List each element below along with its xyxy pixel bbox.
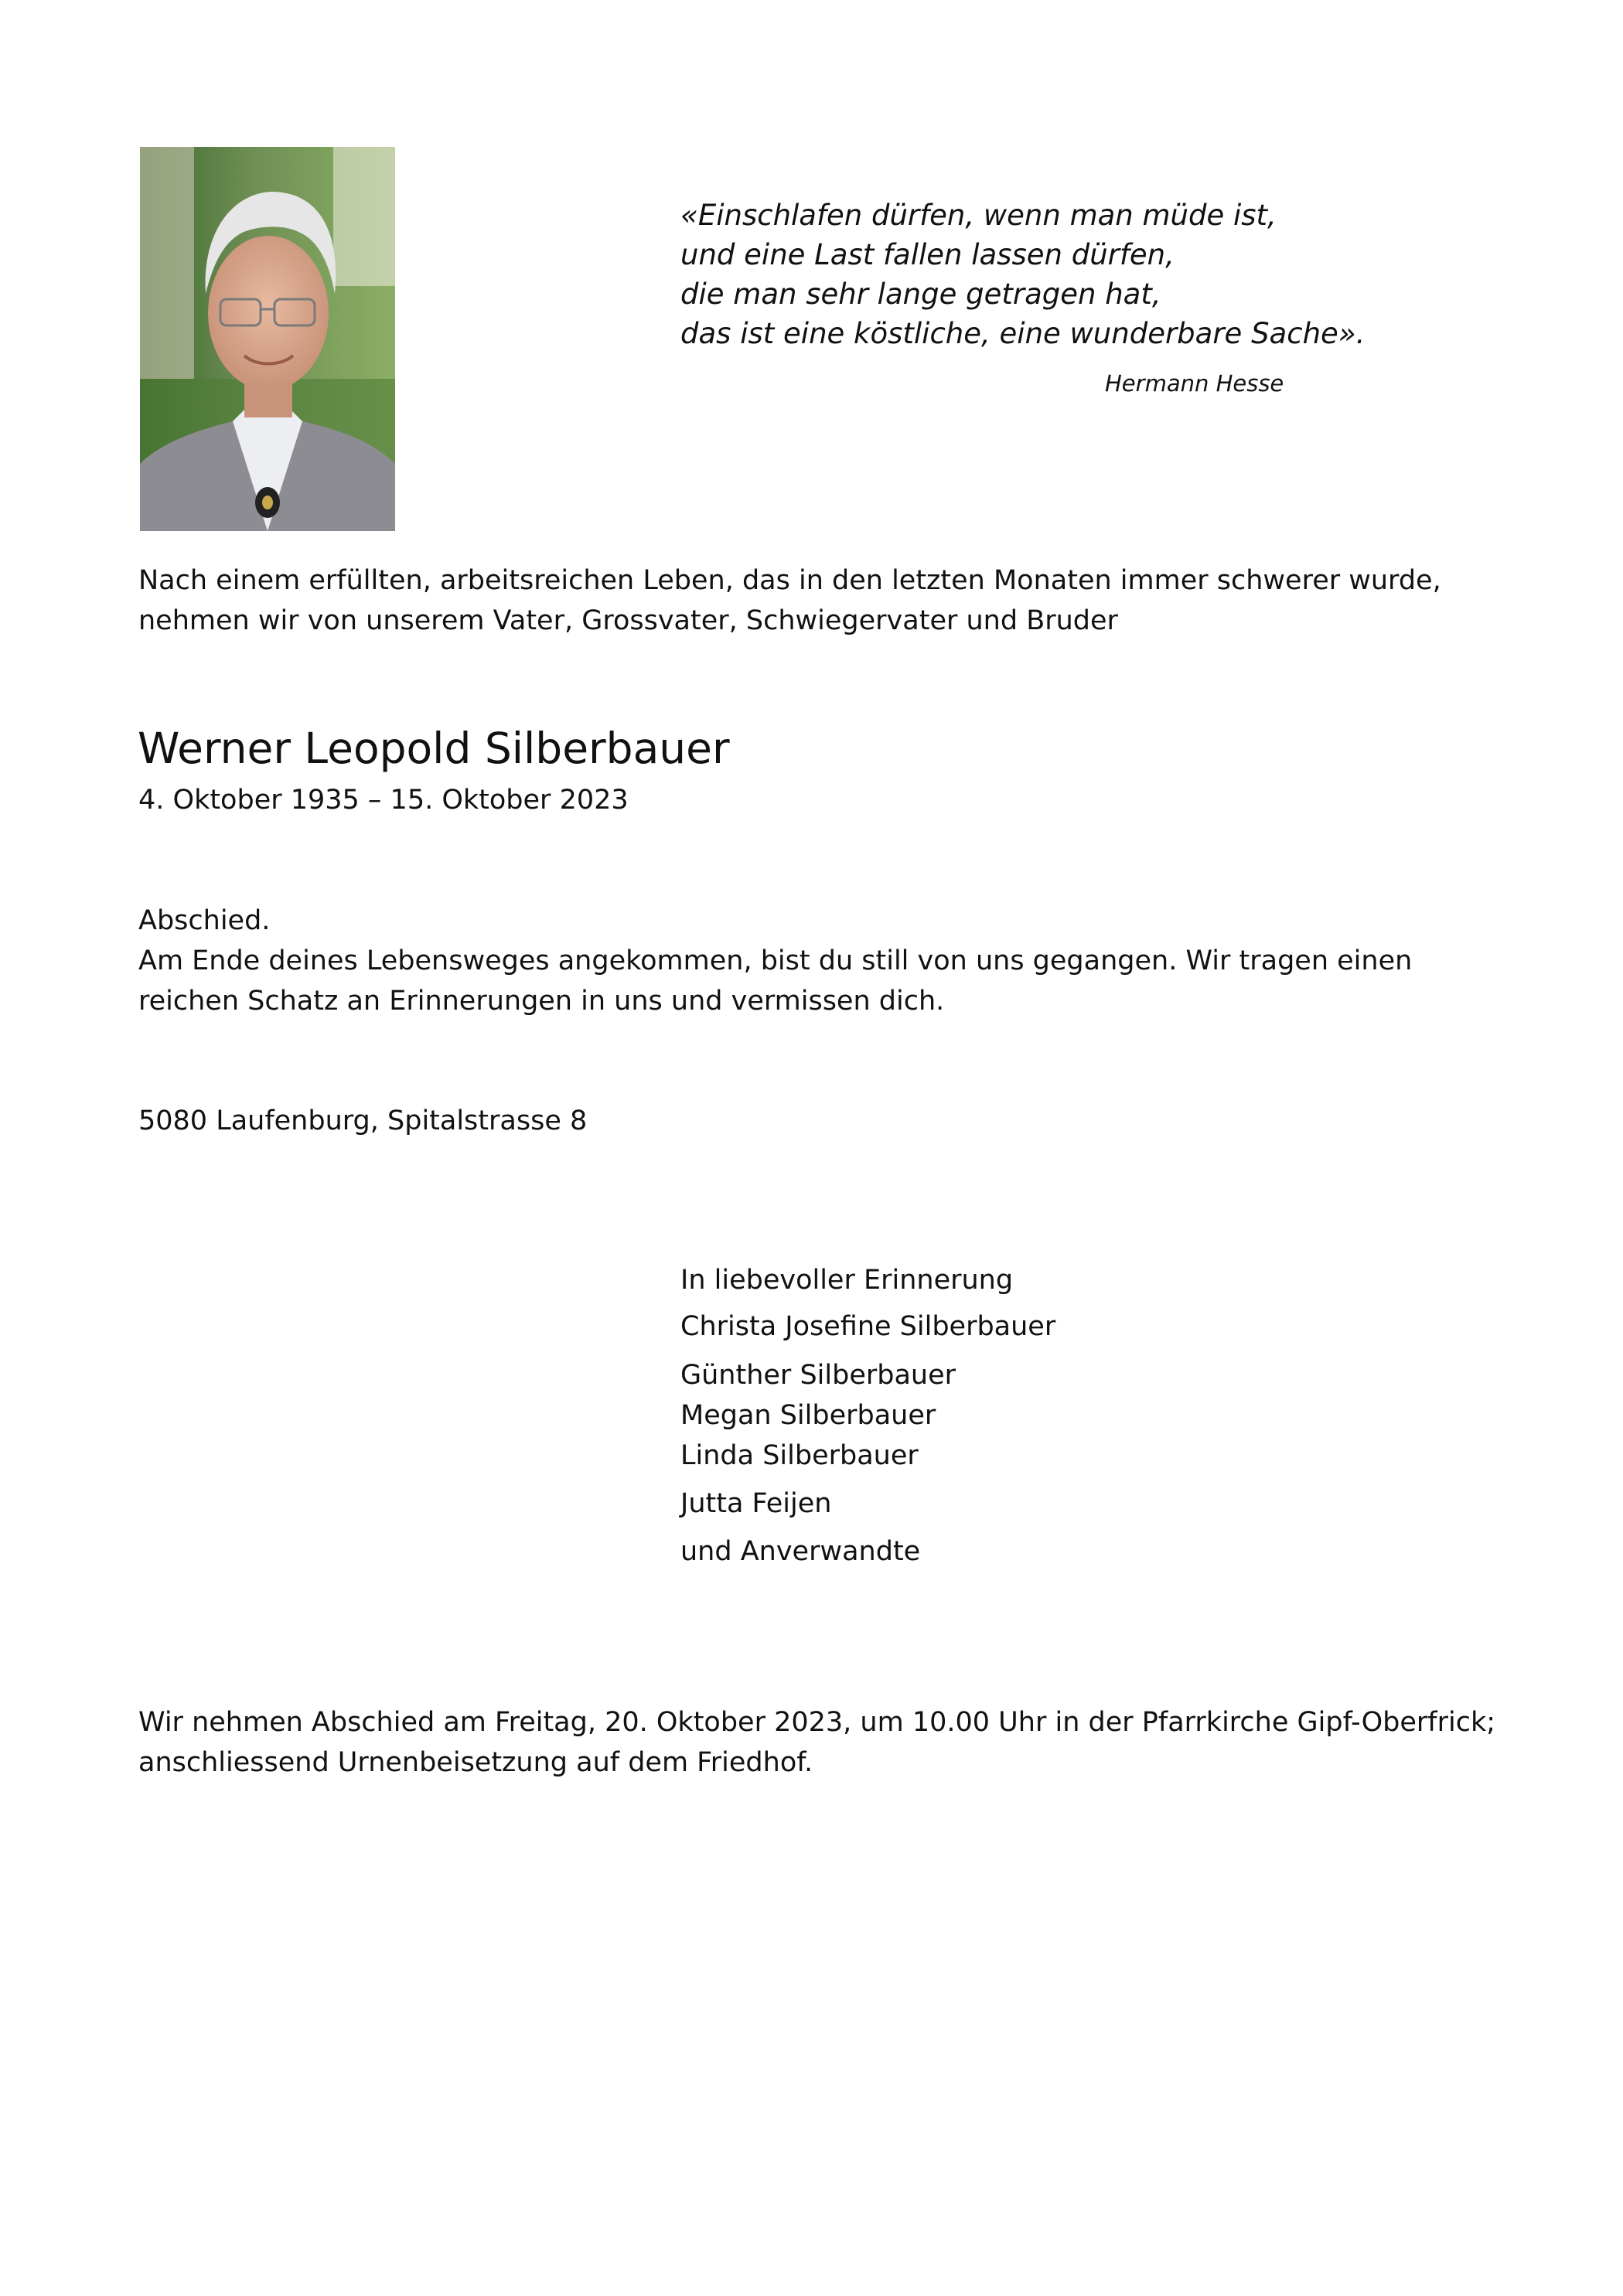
ceremony-info [138,1702,1495,1783]
farewell-line: Abschied. [138,905,271,936]
portrait-photo [140,147,395,531]
signer-line: In liebevoller Erinnerung [680,1265,1014,1296]
signer-line: Jutta Feijen [680,1488,832,1519]
farewell-line: Am Ende deines Lebensweges angekommen, bist du still von uns gegangen. Wir tragen einen [138,945,1413,976]
quote [680,196,1376,353]
quote-line: und eine Last fallen lassen dürfen, [680,238,1175,271]
quote-line: «Einschlafen dürfen, wenn man müde ist, [680,199,1277,232]
signer-line: Linda Silberbauer [680,1440,919,1471]
farewell-line: reichen Schatz an Erinnerungen in uns und vermissen dich. [138,986,945,1017]
signer-line: Günther Silberbauer [680,1360,956,1391]
farewell-text [138,901,1412,1021]
life-dates: 4. Oktober 1935 – 15. Oktober 2023 [138,785,629,816]
intro-line: Nach einem erfüllten, arbeitsreichen Leben, das in den letzten Monaten immer schwerer wurde, [138,565,1441,596]
signer-line: und Anverwandte [680,1536,921,1567]
ceremony-line: Wir nehmen Abschied am Freitag, 20. Oktober 2023, um 10.00 Uhr in der Pfarrkirche Gipf-Oberfrick; [138,1707,1496,1738]
quote-line: die man sehr lange getragen hat, [680,278,1161,311]
intro-text [138,560,1441,641]
quote-author: Hermann Hesse [1105,370,1284,397]
deceased-name: Werner Leopold Silberbauer [138,724,730,773]
address: 5080 Laufenburg, Spitalstrasse 8 [138,1105,588,1136]
signer-line: Christa Josefine Silberbauer [680,1311,1056,1342]
signer-line: Megan Silberbauer [680,1400,936,1431]
quote-line: das ist eine köstliche, eine wunderbare Sache». [680,317,1366,350]
intro-line: nehmen wir von unserem Vater, Grossvater, Schwiegervater und Bruder [138,605,1118,636]
ceremony-line: anschliessend Urnenbeisetzung auf dem Friedhof. [138,1747,813,1778]
